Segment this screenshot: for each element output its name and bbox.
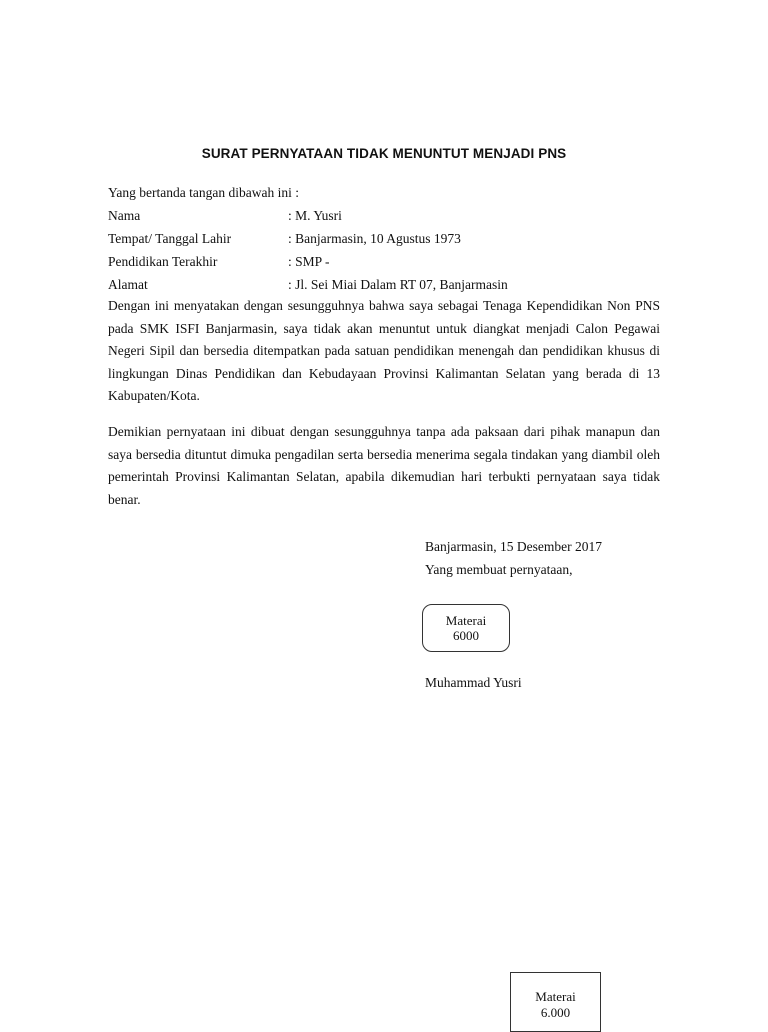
bottom-materai-box — [510, 972, 601, 1032]
field-label-alamat: Alamat — [108, 277, 148, 292]
materai-stamp-box — [422, 604, 510, 652]
closing-paragraph: Demikian pernyataan ini dibuat dengan sesungguhnya tanpa ada paksaan dari pihak manapun dan saya bersedia dituntut dimuka pengadilan serta bersedia menerima segala tindakan yang diambil oleh pemerintah Provinsi Kalimantan Selatan, apabila dikemudian hari terbukti pernyataan saya tidak benar. — [108, 424, 660, 507]
field-value-pendidikan: : SMP - — [288, 254, 330, 269]
signature-maker-label: Yang membuat pernyataan, — [425, 562, 573, 577]
bottom-materai-label: Materai — [535, 989, 576, 1004]
field-label-nama: Nama — [108, 208, 141, 223]
signature-place-date: Banjarmasin, 15 Desember 2017 — [425, 539, 602, 554]
intro-text: Yang bertanda tangan dibawah ini : — [108, 185, 299, 200]
materai-label: Materai — [445, 613, 487, 628]
signer-name: Muhammad Yusri — [425, 675, 522, 690]
document-title: SURAT PERNYATAAN TIDAK MENUNTUT MENJADI PNS — [201, 146, 567, 161]
field-label-pendidikan: Pendidikan Terakhir — [108, 254, 218, 269]
field-label-ttl: Tempat/ Tanggal Lahir — [108, 231, 232, 246]
field-value-alamat: : Jl. Sei Miai Dalam RT 07, Banjarmasin — [288, 277, 508, 292]
bottom-materai-value: 6.000 — [540, 1005, 571, 1020]
materai-value: 6000 — [453, 628, 479, 643]
field-value-ttl: : Banjarmasin, 10 Agustus 1973 — [288, 231, 461, 246]
statement-paragraph: Dengan ini menyatakan dengan sesungguhnya bahwa saya sebagai Tenaga Kependidikan Non PNS pada SMK ISFI Banjarmasin, saya tidak akan menuntut untuk diangkat menjadi Calon Pegawai Negeri Sipil dan bersedia ditempatkan pada satuan pendidikan menengah dan pendidikan khusus di lingkungan Dinas Pendidikan dan Kebudayaan Provinsi Kalimantan Selatan yang berada di 13 Kabupaten/Kota. — [108, 298, 660, 403]
field-value-nama: : M. Yusri — [288, 208, 342, 223]
